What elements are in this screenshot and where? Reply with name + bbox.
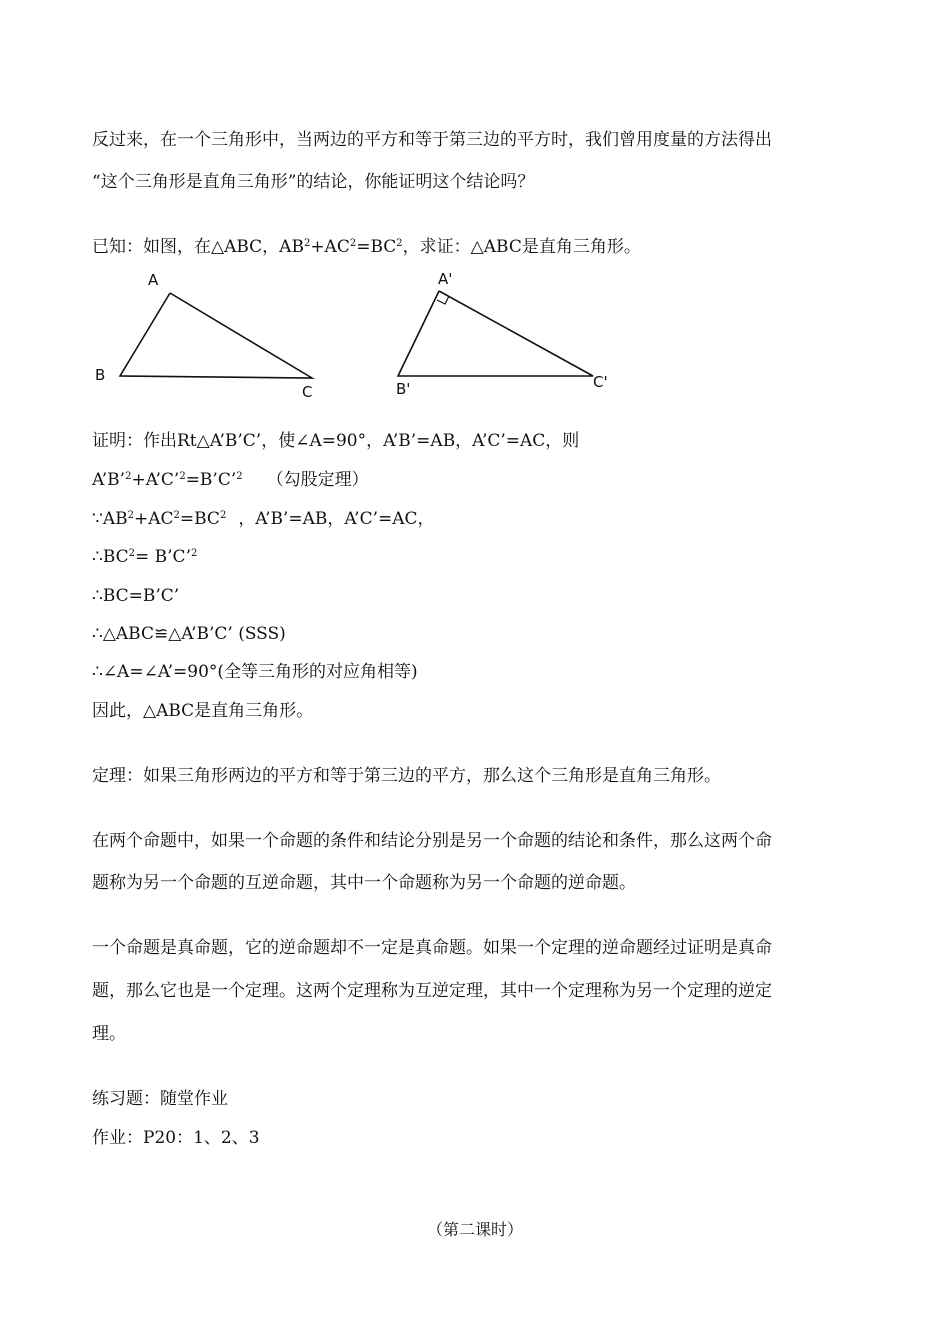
label-a-prime: A' [438,270,453,288]
converse-definition-line-1: 在两个命题中，如果一个命题的条件和结论分别是另一个命题的结论和条件，那么这两个命 [92,831,772,851]
right-angle-mark [437,296,449,304]
given-statement: 已知：如图，在△ABC，$AB^2+AC^2=BC^2$，求证：△ABC是直角三角形。 [92,237,641,257]
converse-theorem-line-3: 理。 [92,1024,126,1044]
label-c-prime: C' [593,373,608,391]
converse-theorem-line-1: 一个命题是真命题，它的逆命题却不一定是真命题。如果一个定理的逆命题经过证明是真命 [92,938,772,958]
theorem-statement: 定理：如果三角形两边的平方和等于第三边的平方，那么这个三角形是直角三角形。 [92,766,721,786]
label-b: B [95,366,106,384]
converse-theorem-line-2: 题，那么它也是一个定理。这两个定理称为互逆定理，其中一个定理称为另一个定理的逆定 [92,981,772,1001]
intro-line-2: “这个三角形是直角三角形”的结论，你能证明这个结论吗？ [92,172,535,192]
triangle-abc [95,271,312,401]
proof-line-1: 证明：作出Rt△A’B’C’，使∠A=90°，A’B’=AB，A’C’=AC，则 [92,431,580,451]
proof-line-2: A’B’$^2$+A’C’$^2$=B’C’$^2$ （勾股定理） [92,470,369,490]
label-b-prime: B' [396,380,411,398]
homework-label: 作业：P20：1、2、3 [92,1128,260,1148]
intro-line-1: 反过来，在一个三角形中，当两边的平方和等于第三边的平方时，我们曾用度量的方法得出 [92,130,772,150]
label-a: A [148,271,159,289]
proof-conclusion: 因此，△ABC是直角三角形。 [92,701,314,721]
triangle-figure [0,262,950,402]
proof-line-7: ∴∠A=∠A’=90°(全等三角形的对应角相等) [92,662,418,682]
proof-line-5: ∴BC=B’C’ [92,586,180,606]
proof-line-3: $\because AB^2+AC^2=BC^2$ ，A’B’=AB，A’C’=AC， [92,509,435,529]
triangle-abc-prime [396,270,608,398]
exercise-label: 练习题：随堂作业 [92,1089,228,1109]
proof-line-6: ∴△ABC≌△A’B’C’ (SSS) [92,624,286,644]
label-c: C [302,383,313,401]
converse-definition-line-2: 题称为另一个命题的互逆命题，其中一个命题称为另一个命题的逆命题。 [92,873,636,893]
section-heading: （第二课时） [426,1220,523,1239]
proof-line-4: $\therefore BC^2=$ B’C’$^2$ [92,547,198,567]
